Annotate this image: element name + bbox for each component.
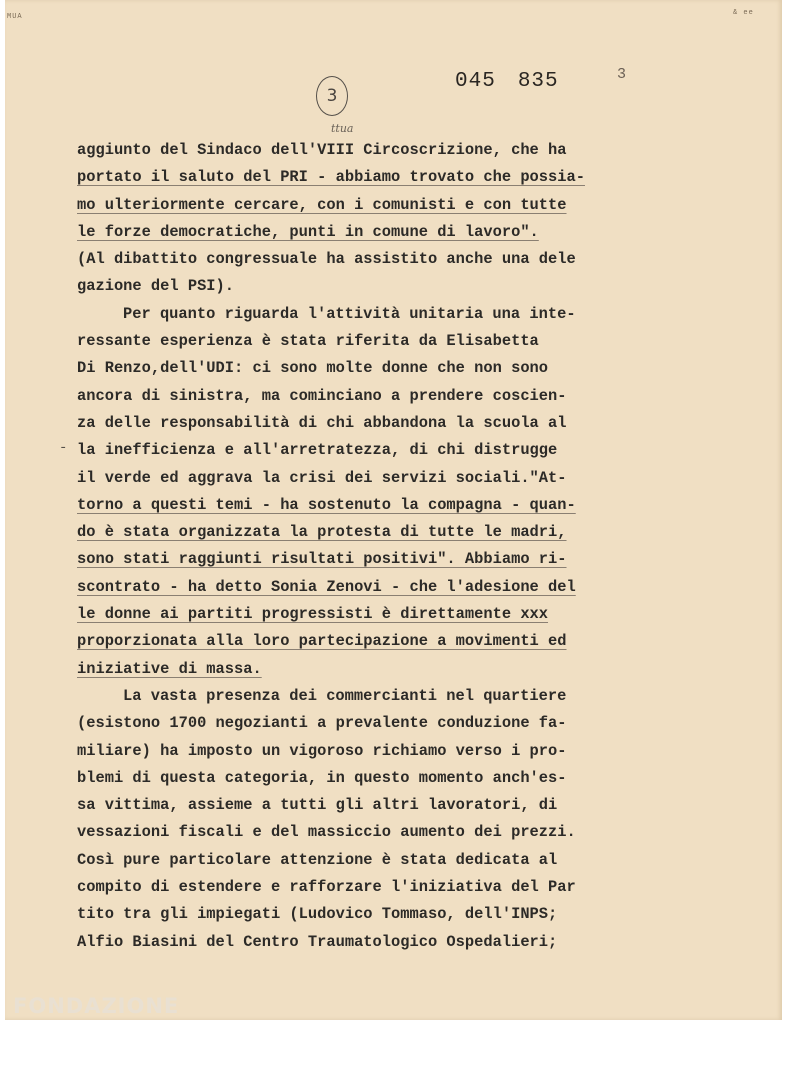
- text-line: aggiunto del Sindaco dell'VIII Circoscrizione, che ha: [77, 141, 567, 159]
- text-line: La vasta presenza dei commercianti nel quartiere: [123, 686, 567, 705]
- typed-body-text: [77, 137, 637, 956]
- handwritten-insert: ttua: [331, 122, 354, 135]
- text-line: vessazioni fiscali e del massiccio aumento dei prezzi.: [77, 823, 576, 842]
- text-line: mo ulteriormente cercare, con i comunisti e con tutte: [77, 195, 567, 214]
- document-number-part1: 045: [455, 70, 496, 93]
- text-line: Così pure particolare attenzione è stata dedicata al: [77, 850, 558, 869]
- text-line: sa vittima, assieme a tutti gli altri lavoratori, di: [77, 796, 558, 815]
- text-line: (esistono 1700 negozianti a prevalente conduzione fa-: [77, 714, 567, 733]
- margin-mark: -: [59, 440, 68, 456]
- text-line: la inefficienza e all'arretratezza, di chi distrugge: [77, 441, 558, 460]
- text-line: torno a questi temi - ha sostenuto la compagna - quan-: [77, 495, 576, 514]
- text-line: ressante esperienza è stata riferita da Elisabetta: [77, 332, 539, 351]
- text-line: za delle responsabilità di chi abbandona la scuola al: [77, 413, 567, 432]
- text-line: le donne ai partiti progressisti è direttamente xxx: [77, 605, 549, 624]
- text-line: Per quanto riguarda l'attività unitaria una inte-: [123, 304, 576, 323]
- corner-stamp-left: MUA: [7, 13, 23, 21]
- text-line: sono stati raggiunti risultati positivi". Abbiamo ri-: [77, 550, 567, 569]
- text-line: Di Renzo,dell'UDI: ci sono molte donne che non sono: [77, 359, 549, 378]
- text-line: le forze democratiche, punti in comune di lavoro".: [77, 222, 539, 241]
- page-number-circle: 3: [316, 76, 348, 116]
- document-number-part2: 835: [517, 70, 559, 93]
- document-number: [455, 70, 559, 93]
- text-line: do è stata organizzata la protesta di tutte le madri,: [77, 523, 567, 542]
- text-line: ancora di sinistra, ma cominciano a prendere coscien-: [77, 386, 567, 405]
- text-line: (Al dibattito congressuale ha assistito anche una dele: [77, 250, 576, 269]
- document-page: [5, 0, 782, 1020]
- text-line: miliare) ha imposto un vigoroso richiamo verso i pro-: [77, 741, 567, 760]
- archive-watermark: FONDAZIONE: [13, 994, 180, 1018]
- text-line: blemi di questa categoria, in questo momento anch'es-: [77, 768, 567, 787]
- text-line: gazione del PSI).: [77, 277, 235, 296]
- text-line: portato il saluto del PRI - abbiamo trovato che possia-: [77, 168, 585, 187]
- text-line: compito di estendere e rafforzare l'iniziativa del Par: [77, 878, 576, 897]
- pencil-annotation: 3: [617, 66, 627, 83]
- text-line: il verde ed aggrava la crisi dei servizi sociali."At-: [77, 468, 567, 487]
- text-line: tito tra gli impiegati (Ludovico Tommaso, dell'INPS;: [77, 905, 558, 924]
- text-line: iniziative di massa.: [77, 659, 262, 678]
- text-line: scontrato - ha detto Sonia Zenovi - che l'adesione del: [77, 577, 576, 596]
- text-line: Alfio Biasini del Centro Traumatologico Ospedalieri;: [77, 932, 558, 951]
- corner-stamp-right: & ee: [733, 9, 754, 17]
- text-line: proporzionata alla loro partecipazione a movimenti ed: [77, 632, 567, 651]
